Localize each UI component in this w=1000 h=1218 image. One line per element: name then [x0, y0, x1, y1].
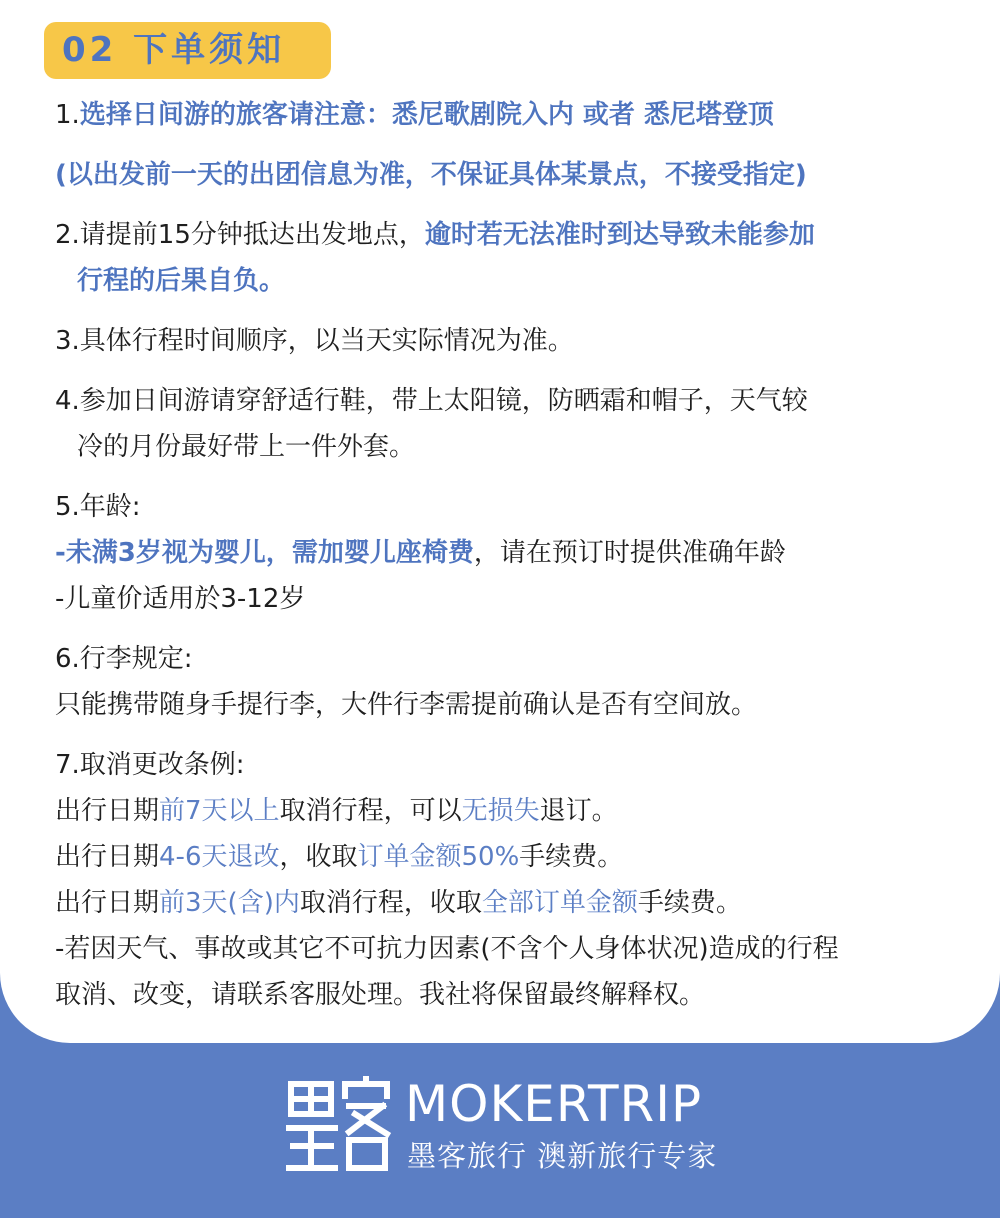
item-1-line-1: 1.选择日间游的旅客请注意：悉尼歌剧院入内 或者 悉尼塔登顶 [55, 100, 774, 130]
section-title-badge: 02 下单须知 [44, 22, 331, 79]
cancel-rule-4-line-1: -若因天气、事故或其它不可抗力因素(不含个人身体状况)造成的行程 [55, 934, 839, 964]
item-7-heading: 7.取消更改条例: [55, 750, 245, 780]
item-3: 3.具体行程时间顺序，以当天实际情况为准。 [55, 326, 574, 356]
brand-name-en: MOKERTRIP [405, 1075, 703, 1133]
mokertrip-logo-icon [285, 1076, 395, 1176]
item-4-line-2: 冷的月份最好带上一件外套。 [77, 432, 416, 462]
item-5-heading: 5.年龄: [55, 492, 141, 522]
item-2-line-2: 行程的后果自负。 [77, 266, 286, 296]
cancel-rule-1: 出行日期前7天以上取消行程，可以无损失退订。 [55, 796, 618, 826]
item-1-line-2: (以出发前一天的出团信息为准，不保证具体某景点，不接受指定) [55, 160, 807, 190]
cancel-rule-3: 出行日期前3天(含)内取消行程，收取全部订单金额手续费。 [55, 888, 742, 918]
item-6-text: 只能携带随身手提行李，大件行李需提前确认是否有空间放。 [55, 690, 758, 720]
item-4-line-1: 4.参加日间游请穿舒适行鞋，带上太阳镜，防晒霜和帽子，天气较 [55, 386, 808, 416]
item-6-heading: 6.行李规定: [55, 644, 193, 674]
brand-slogan-cn: 墨客旅行 澳新旅行专家 [407, 1139, 718, 1173]
item-5-infant: -未满3岁视为婴儿，需加婴儿座椅费，请在预订时提供准确年龄 [55, 538, 786, 568]
item-5-child: -儿童价适用於3-12岁 [55, 584, 306, 614]
cancel-rule-2: 出行日期4-6天退改，收取订单金额50%手续费。 [55, 842, 624, 872]
notice-content [55, 92, 970, 1018]
item-2-line-1: 2.请提前15分钟抵达出发地点，逾时若无法准时到达导致未能参加 [55, 220, 815, 250]
cancel-rule-4-line-2: 取消、改变，请联系客服处理。我社将保留最终解释权。 [55, 980, 706, 1010]
